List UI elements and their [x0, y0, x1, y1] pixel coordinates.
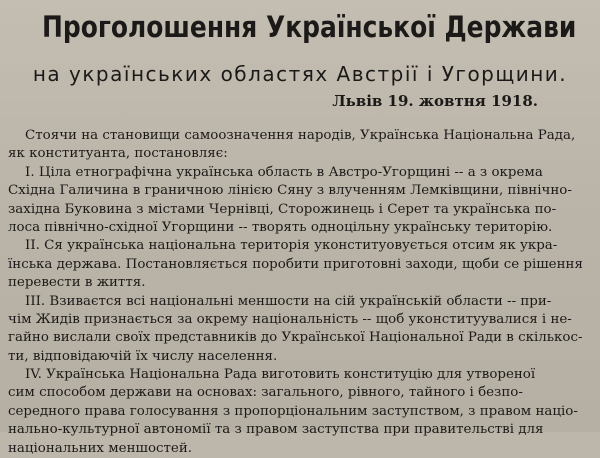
text-line — [8, 145, 596, 163]
text-line-content: національних меншостей. — [8, 440, 193, 456]
text-line-content: II. Ся українська національна територія уконституовується отсим як укра- — [8, 238, 558, 254]
text-line-content: лоса північно-східної Угорщини -- творять одноцільну українську територію. — [8, 219, 553, 235]
proclamation-subtitle: на українських областях Австрії і Угорщини. — [32, 62, 568, 86]
text-line-content: західна Буковина з містами Чернівці, Сторожинець і Серет та українська по- — [8, 201, 557, 217]
text-line — [8, 293, 596, 311]
text-line — [8, 164, 596, 182]
text-line-content: Східна Галичина в граничною лінією Сяну з влученням Лемківщини, північно- — [8, 183, 572, 199]
text-line-content: сим способом держави на основах: загального, рівного, тайного і безпо- — [8, 385, 523, 401]
text-line-content: ти, відповідаючій їх числу населення. — [8, 348, 278, 364]
text-line — [8, 421, 596, 439]
text-line — [8, 201, 596, 219]
text-line-content: перевести в життя. — [8, 275, 146, 291]
text-line — [8, 348, 596, 366]
text-line — [8, 403, 596, 421]
text-line — [8, 219, 596, 237]
place-and-date: Львів 19. жовтня 1918. — [332, 92, 538, 110]
text-line-content: їнська держава. Постановляється поробити приготовні заходи, щоби се рішення — [8, 256, 583, 272]
text-line-content: як конституанта, постановляє: — [8, 146, 228, 162]
text-line-content: середного права голосування з пропорціональним заступством, з правом націо- — [8, 403, 578, 419]
text-line-content: IV. Українська Національна Рада виготовить конституцію для утвореної — [8, 367, 536, 383]
text-line — [8, 274, 596, 292]
proclamation-title: Проголошення Української Держави — [42, 10, 577, 44]
text-line — [8, 237, 596, 255]
text-line — [8, 440, 596, 458]
text-line — [8, 256, 596, 274]
text-line — [8, 127, 596, 145]
text-line — [8, 384, 596, 402]
text-line-content: I. Ціла етнографічна українська область в Австро-Угорщині -- а з окрема — [8, 164, 543, 180]
proclamation-body — [8, 127, 596, 458]
text-line-content: гайно вислали своїх представників до Української Національної Ради в скількос- — [8, 330, 583, 346]
text-line — [8, 182, 596, 200]
text-line — [8, 311, 596, 329]
text-line-content: нально-культурної автономії та з правом заступства при правительстві для — [8, 422, 544, 438]
text-line-content: Стоячи на становищи самоозначення народів, Українська Національна Рада, — [8, 128, 576, 143]
text-line-content: чім Жидів признається за окрему національність -- щоб уконституувалися і не- — [8, 311, 572, 327]
text-line — [8, 366, 596, 384]
text-line-content: III. Взиваєтся всі національні меншости на сій українській области -- при- — [8, 293, 552, 309]
text-line — [8, 329, 596, 347]
